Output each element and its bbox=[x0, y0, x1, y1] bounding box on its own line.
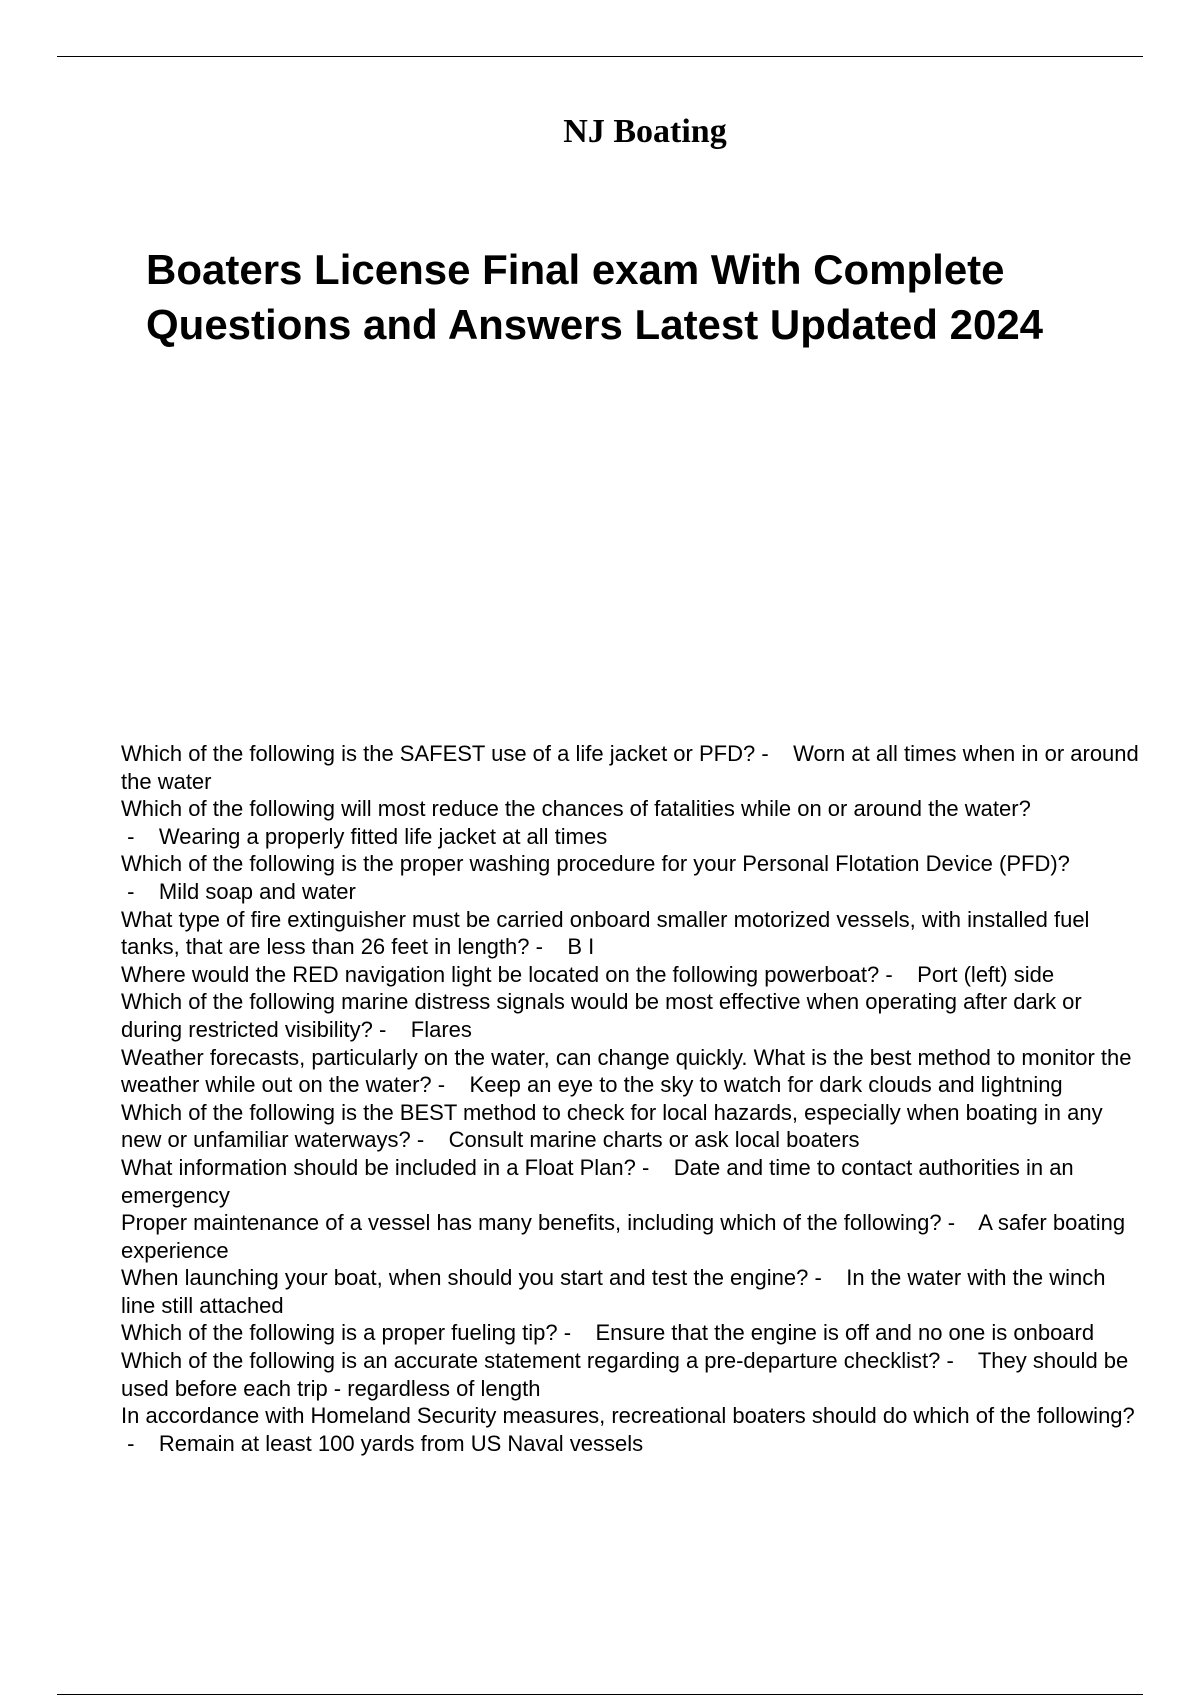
qa-item: Weather forecasts, particularly on the water, can change quickly. What is the best method to monitor the weather while out on the water? - Keep an eye to the sky to watch for dark clouds and lightning bbox=[121, 1044, 1132, 1098]
question-text: Where would the RED navigation light be located on the following powerboat? bbox=[121, 961, 880, 987]
qa-item: Where would the RED navigation light be located on the following powerboat? - Port (left) side bbox=[121, 961, 1055, 987]
question-text: Which of the following is an accurate statement regarding a pre-departure checklist? bbox=[121, 1348, 941, 1374]
top-rule bbox=[57, 56, 1143, 57]
answer-text: Mild soap and water bbox=[158, 878, 356, 904]
answer-text: In the water with the winch line still attached bbox=[121, 1265, 1106, 1318]
question-text: What information should be included in a Float Plan? bbox=[121, 1154, 636, 1180]
qa-item: Proper maintenance of a vessel has many benefits, including which of the following? - A safer boating experience bbox=[121, 1210, 1126, 1263]
qa-item: Which of the following is the SAFEST use of a life jacket or PFD? - Worn at all times when in or around the water bbox=[121, 741, 1139, 794]
answer-text: Remain at least 100 yards from US Naval vessels bbox=[158, 1430, 644, 1456]
answer-text: Keep an eye to the sky to watch for dark clouds and lightning bbox=[469, 1072, 1063, 1098]
bottom-rule bbox=[57, 1694, 1143, 1695]
answer-text: Worn at all times when in or around the water bbox=[121, 741, 1139, 794]
answer-text: Port (left) side bbox=[917, 961, 1055, 987]
question-answer-list bbox=[121, 740, 1141, 1457]
qa-item: What information should be included in a Float Plan? - Date and time to contact authorities in an emergency bbox=[121, 1154, 1074, 1208]
question-text: What type of fire extinguisher must be carried onboard smaller motorized vessels, with installed fuel tanks, that are less than 26 feet in length? bbox=[121, 906, 1090, 960]
question-text: Which of the following marine distress signals would be most effective when operating after dark or during restricted visibility? bbox=[121, 989, 1082, 1042]
question-text: In accordance with Homeland Security measures, recreational boaters should do which of the following? bbox=[121, 1403, 1135, 1429]
answer-text: Consult marine charts or ask local boaters bbox=[448, 1127, 860, 1153]
qa-item: When launching your boat, when should you start and test the engine? - In the water with the winch line still attached bbox=[121, 1265, 1106, 1318]
question-text: Which of the following is the proper washing procedure for your Personal Flotation Device (PFD)? bbox=[121, 851, 1070, 877]
qa-item: Which of the following is the proper washing procedure for your Personal Flotation Device (PFD)? - Mild soap and water bbox=[121, 851, 1070, 904]
document-title: Boaters License Final exam With Complete Questions and Answers Latest Updated 2024 bbox=[146, 246, 1044, 348]
question-text: Which of the following is the BEST method to check for local hazards, especially when boating in any new or unfamiliar waterways? bbox=[121, 1099, 1103, 1153]
question-text: Which of the following is a proper fueling tip? bbox=[121, 1320, 558, 1346]
answer-text: Ensure that the engine is off and no one is onboard bbox=[595, 1320, 1095, 1346]
qa-item: Which of the following will most reduce the chances of fatalities while on or around the water? - Wearing a properly fitted life jacket at all times bbox=[121, 796, 1031, 849]
answer-text: B I bbox=[567, 934, 595, 960]
qa-item: Which of the following is an accurate statement regarding a pre-departure checklist? - They should be used before each trip - regardless of length bbox=[121, 1348, 1129, 1401]
answer-text: Wearing a properly fitted life jacket at all times bbox=[158, 823, 608, 849]
page-header-title: NJ Boating bbox=[563, 113, 727, 150]
question-text: When launching your boat, when should you start and test the engine? bbox=[121, 1265, 809, 1291]
question-text: Weather forecasts, particularly on the water, can change quickly. What is the best method to monitor the weather while out on the water? bbox=[121, 1044, 1132, 1098]
answer-text: Flares bbox=[410, 1016, 472, 1042]
qa-item: In accordance with Homeland Security measures, recreational boaters should do which of the following? - Remain at least 100 yards from US Naval vessels bbox=[121, 1403, 1135, 1456]
answer-text: Date and time to contact authorities in an emergency bbox=[121, 1154, 1074, 1208]
answer-text: A safer boating experience bbox=[121, 1210, 1126, 1263]
qa-item: Which of the following is the BEST method to check for local hazards, especially when boating in any new or unfamiliar waterways? - Consult marine charts or ask local boaters bbox=[121, 1099, 1103, 1153]
qa-item: What type of fire extinguisher must be carried onboard smaller motorized vessels, with installed fuel tanks, that are less than 26 feet in length? - B I bbox=[121, 906, 1090, 960]
qa-item: Which of the following is a proper fueling tip? - Ensure that the engine is off and no one is onboard bbox=[121, 1320, 1095, 1346]
qa-item: Which of the following marine distress signals would be most effective when operating after dark or during restricted visibility? - Flares bbox=[121, 989, 1082, 1042]
question-text: Which of the following is the SAFEST use of a life jacket or PFD? bbox=[121, 741, 756, 766]
question-text: Which of the following will most reduce the chances of fatalities while on or around the water? bbox=[121, 796, 1031, 822]
answer-text: They should be used before each trip - regardless of length bbox=[121, 1348, 1129, 1401]
question-text: Proper maintenance of a vessel has many benefits, including which of the following? bbox=[121, 1210, 942, 1236]
